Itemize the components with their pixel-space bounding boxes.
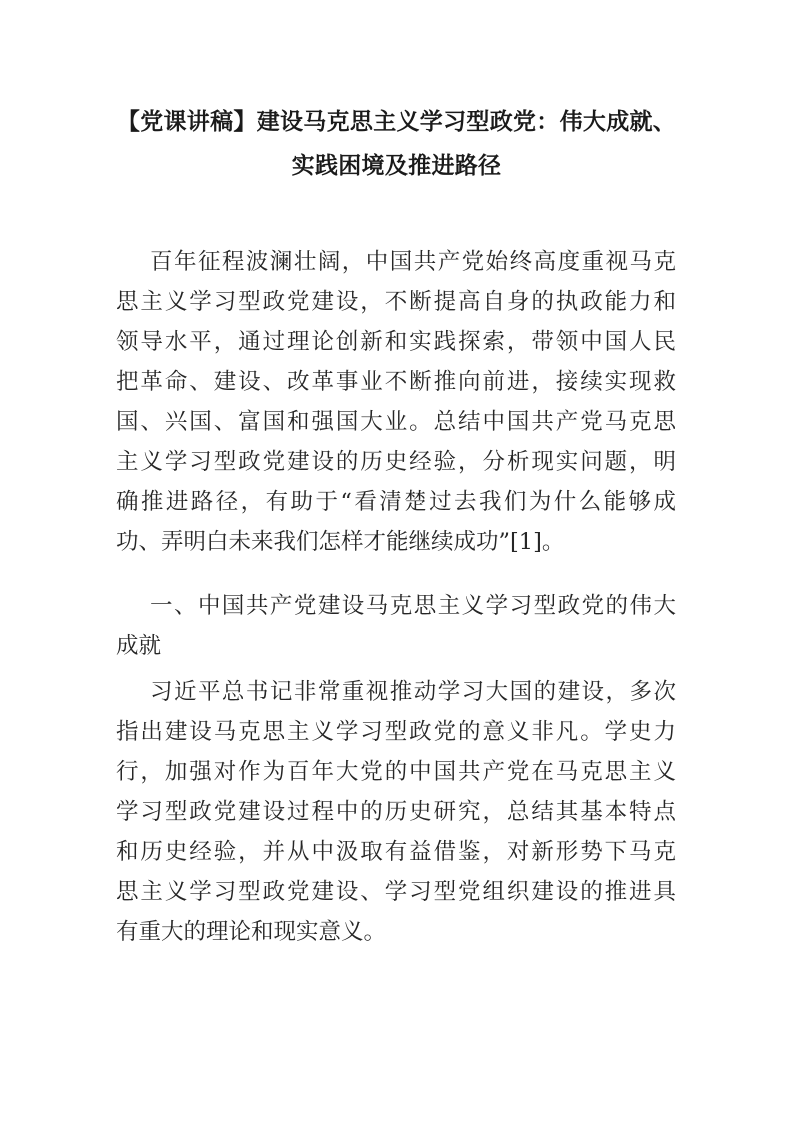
paragraph-line: 领导水平，通过理论创新和实践探索，带领中国人民 [116,329,676,355]
section-heading [116,586,676,666]
section-heading-line: 一、中国共产党建设马克思主义学习型政党的伟大 [150,593,676,619]
section-heading-line: 成就 [116,633,162,659]
paragraph-line: 把革命、建设、改革事业不断推向前进，接续实现救 [116,369,676,395]
paragraph-intro [116,242,676,562]
document-title-line-2: 实践困境及推进路径 [291,153,502,179]
paragraph-body [116,672,676,952]
paragraph-line: 确推进路径，有助于“看清楚过去我们为什么能够成 [116,489,676,515]
paragraph-line: 思主义学习型政党建设，不断提高自身的执政能力和 [116,289,676,315]
paragraph-line: 百年征程波澜壮阔，中国共产党始终高度重视马克 [150,249,676,275]
paragraph-line: 功、弄明白未来我们怎样才能继续成功”[1]。 [116,529,565,555]
paragraph-line: 指出建设马克思主义学习型政党的意义非凡。学史力 [116,719,676,745]
paragraph-line: 主义学习型政党建设的历史经验，分析现实问题，明 [116,449,676,475]
paragraph-line: 和历史经验，并从中汲取有益借鉴，对新形势下马克 [116,839,676,865]
paragraph-line: 思主义学习型政党建设、学习型党组织建设的推进具 [116,879,676,905]
document-title-line-1: 【党课讲稿】建设马克思主义学习型政党：伟大成就、 [116,109,677,135]
paragraph-line: 学习型政党建设过程中的历史研究，总结其基本特点 [116,799,676,825]
paragraph-line: 习近平总书记非常重视推动学习大国的建设，多次 [150,679,676,705]
paragraph-line: 有重大的理论和现实意义。 [116,919,387,945]
paragraph-line: 行，加强对作为百年大党的中国共产党在马克思主义 [116,759,676,785]
paragraph-line: 国、兴国、富国和强国大业。总结中国共产党马克思 [116,409,676,435]
